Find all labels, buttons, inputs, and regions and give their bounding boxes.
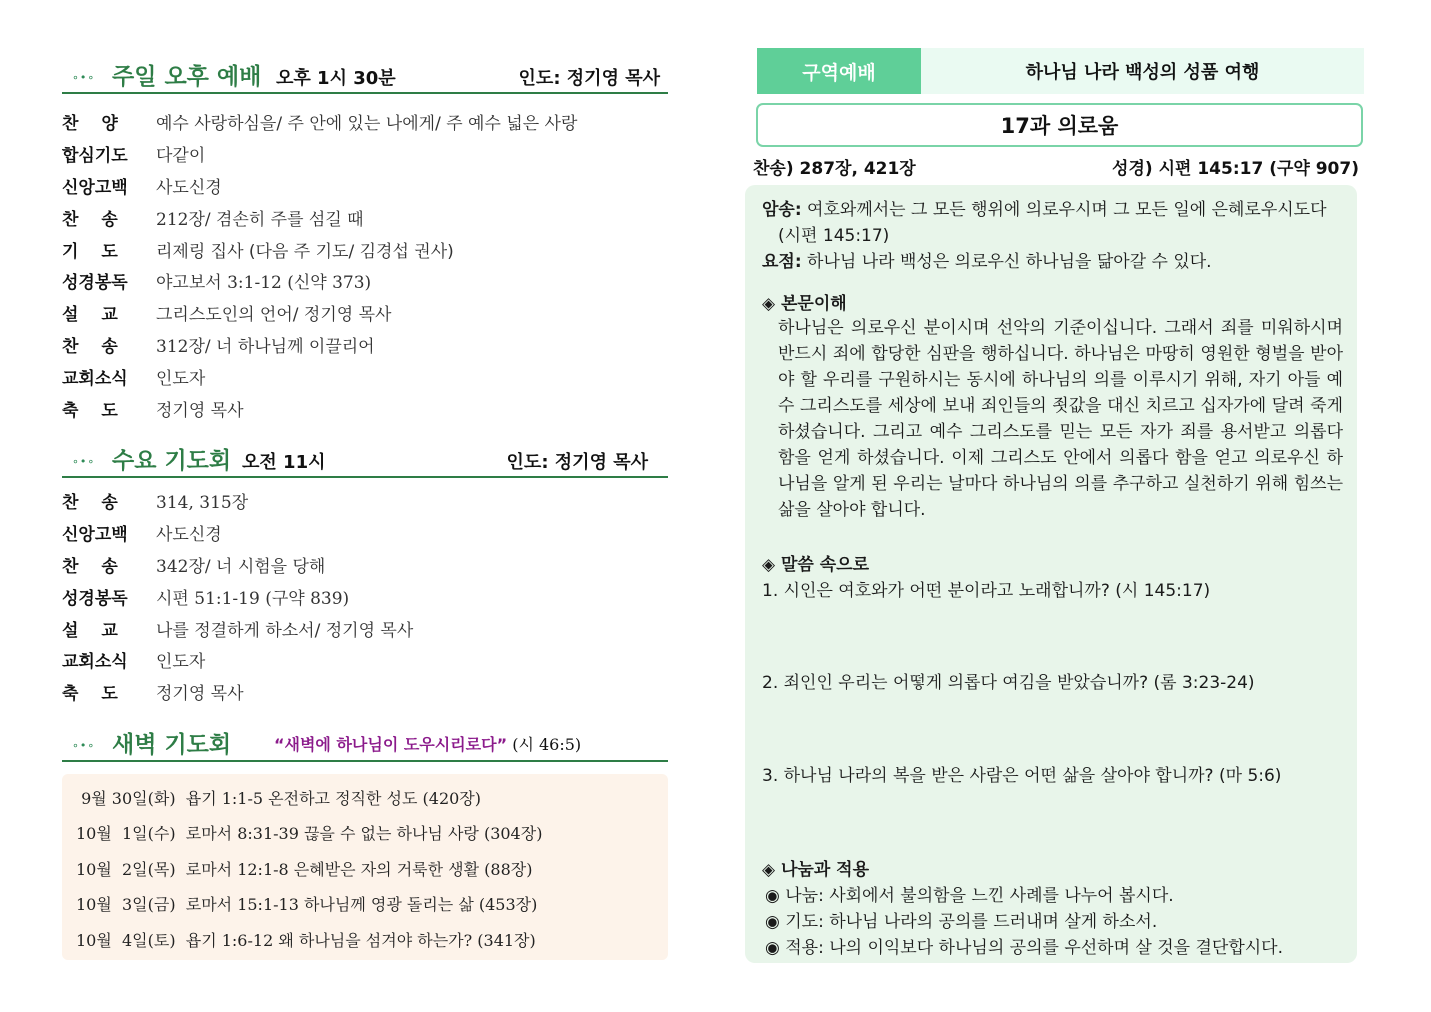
- dawn-schedule-item: 9월 30일(화) 욥기 1:1-5 온전하고 정직한 성도 (420장): [76, 789, 481, 808]
- order-label: 찬 송: [62, 493, 118, 514]
- order-label: 신앙고백: [62, 525, 128, 546]
- share-item: ◉ 기도: 하나님 나라의 공의를 드러내며 살게 하소서.: [765, 912, 1158, 932]
- order-label: 축 도: [62, 684, 118, 705]
- wednesday-prayer-leader: 인도: 정기영 목사: [506, 452, 648, 473]
- order-row: [62, 329, 668, 361]
- order-row: [62, 170, 668, 202]
- order-value: 사도신경: [156, 525, 222, 546]
- order-value: 나를 정결하게 하소서/ 정기영 목사: [156, 620, 414, 641]
- order-value: 리제링 집사 (다음 주 기도/ 김경섭 권사): [156, 241, 454, 262]
- dawn-prayer-header: [62, 726, 668, 762]
- cell-worship-tab: 구역예배: [757, 48, 921, 94]
- cell-hymn: 찬송) 287장, 421장: [753, 159, 916, 179]
- order-value: 인도자: [156, 652, 206, 673]
- wednesday-prayer-title: 수요 기도회: [112, 448, 232, 474]
- question-item: 1. 시인은 여호와가 어떤 분이라고 노래합니까? (시 145:17): [762, 581, 1211, 601]
- question-item: 3. 하나님 나라의 복을 받은 사람은 어떤 삶을 살아야 합니까? (마 5:6): [762, 766, 1282, 786]
- point-text: 하나님 나라 백성은 의로우신 하나님을 닮아갈 수 있다.: [801, 252, 1212, 272]
- order-label: 찬 송: [62, 556, 118, 577]
- bullet-dots-icon: ∘•∘: [72, 739, 96, 752]
- memory-ref: (시편 145:17): [778, 226, 890, 246]
- key-point: [762, 247, 1212, 272]
- order-value: 212장/ 겸손히 주를 섬길 때: [156, 209, 364, 230]
- order-label: 신앙고백: [62, 177, 128, 198]
- order-label: 기 도: [62, 241, 118, 262]
- order-label: 교회소식: [62, 368, 128, 389]
- order-value: 예수 사랑하심을/ 주 안에 있는 나에게/ 주 예수 넓은 사랑: [156, 114, 578, 135]
- wednesday-order-list: [62, 485, 668, 708]
- dawn-schedule-item: 10월 3일(금) 로마서 15:1-13 하나님께 영광 돌리는 삶 (453장): [76, 895, 538, 914]
- dawn-verse-quote: “새벽에 하나님이 도우시리로다”: [274, 735, 508, 754]
- order-row: [62, 644, 668, 676]
- point-label: 요점:: [762, 252, 802, 272]
- order-row: [62, 580, 668, 612]
- memory-verse: [762, 195, 1327, 220]
- dawn-schedule-item: 10월 4일(토) 욥기 1:6-12 왜 하나님을 섬겨야 하는가? (341장): [76, 931, 536, 950]
- wednesday-prayer-time: 오전 11시: [242, 452, 326, 473]
- order-row: [62, 549, 668, 581]
- order-value: 다같이: [156, 146, 206, 167]
- order-row: [62, 676, 668, 708]
- section-share-apply: ◈ 나눔과 적용: [762, 860, 870, 880]
- body-understanding-text: 하나님은 의로우신 분이시며 선악의 기준이십니다. 그래서 죄를 미워하시며 반드시 죄에 합당한 심판을 행하십니다. 하나님은 마땅히 영원한 형벌을 받아야 할 우리를 구원하시는 동시에 하나님의 의를 이루시기 위해, 자기 아들 예수 그리스도를 세상에 보내 죄인들의 죗값을 대신 치르고 십자가에 달려 죽게 하셨습니다. 그리고 예수 그리스도를 믿는 모든 자가 죄를 용서받고 의롭다 함을 얻게 하셨습니다. 이제 그리스도 안에서 의롭다 함을 얻고 의로우신 하나님을 알게 된 우리는 날마다 하나님의 의를 추구하고 실천하기 위해 힘쓰는 삶을 살아야 합니다.: [778, 318, 1343, 520]
- cell-scripture: 성경) 시편 145:17 (구약 907): [1112, 159, 1359, 179]
- order-row: [62, 201, 668, 233]
- memory-text: 여호와께서는 그 모든 행위에 의로우시며 그 모든 일에 은혜로우시도다: [801, 200, 1327, 220]
- sunday-service-header: [62, 58, 668, 94]
- order-value: 야고보서 3:1-12 (신약 373): [156, 273, 372, 294]
- order-row: [62, 233, 668, 265]
- sunday-service-time: 오후 1시 30분: [276, 68, 396, 89]
- order-label: 찬 송: [62, 209, 118, 230]
- order-value: 342장/ 너 시험을 당해: [156, 556, 326, 577]
- order-label: 찬 양: [62, 114, 118, 135]
- cell-worship-header: [757, 48, 1364, 94]
- section-body-understanding: ◈ 본문이해: [762, 294, 847, 314]
- order-row: [62, 612, 668, 644]
- order-label: 설 교: [62, 305, 118, 326]
- dawn-schedule-box: [62, 774, 668, 960]
- section-into-word: ◈ 말씀 속으로: [762, 555, 870, 575]
- order-label: 합심기도: [62, 146, 128, 167]
- order-label: 교회소식: [62, 652, 128, 673]
- dawn-prayer-verse: [274, 732, 581, 755]
- order-row: [62, 517, 668, 549]
- sunday-order-list: [62, 106, 668, 424]
- dawn-schedule-item: 10월 1일(수) 로마서 8:31-39 끊을 수 없는 하나님 사랑 (304장): [76, 824, 543, 843]
- order-value: 정기영 목사: [156, 400, 244, 421]
- order-value: 인도자: [156, 368, 206, 389]
- lesson-panel: [745, 185, 1357, 963]
- order-label: 축 도: [62, 400, 118, 421]
- order-label: 찬 송: [62, 336, 118, 357]
- order-value: 사도신경: [156, 177, 222, 198]
- share-item: ◉ 적용: 나의 이익보다 하나님의 공의를 우선하며 살 것을 결단합시다.: [765, 938, 1283, 958]
- order-label: 설 교: [62, 620, 118, 641]
- order-row: [62, 265, 668, 297]
- bullet-dots-icon: ∘•∘: [72, 455, 96, 468]
- order-value: 314, 315장: [156, 493, 249, 514]
- question-item: 2. 죄인인 우리는 어떻게 의롭다 여김을 받았습니까? (롬 3:23-24): [762, 673, 1255, 693]
- order-row: [62, 106, 668, 138]
- order-value: 시편 51:1-19 (구약 839): [156, 588, 350, 609]
- order-row: [62, 392, 668, 424]
- order-label: 성경봉독: [62, 273, 128, 294]
- share-item: ◉ 나눔: 사회에서 불의함을 느낀 사례를 나누어 봅시다.: [765, 886, 1174, 906]
- order-row: [62, 297, 668, 329]
- dawn-schedule-item: 10월 2일(목) 로마서 12:1-8 은혜받은 자의 거룩한 생활 (88장): [76, 860, 533, 879]
- dawn-prayer-title: 새벽 기도회: [112, 732, 232, 758]
- lesson-title: 17과 의로움: [756, 103, 1363, 147]
- memory-label: 암송:: [762, 200, 802, 220]
- order-label: 성경봉독: [62, 588, 128, 609]
- order-row: [62, 485, 668, 517]
- order-row: [62, 138, 668, 170]
- order-row: [62, 360, 668, 392]
- sunday-service-title: 주일 오후 예배: [112, 64, 262, 90]
- order-value: 312장/ 너 하나님께 이끌리어: [156, 336, 375, 357]
- order-value: 정기영 목사: [156, 684, 244, 705]
- dawn-verse-ref: (시 46:5): [512, 735, 582, 754]
- sunday-service-leader: 인도: 정기영 목사: [518, 68, 660, 89]
- bullet-dots-icon: ∘•∘: [72, 71, 96, 84]
- order-value: 그리스도인의 언어/ 정기영 목사: [156, 305, 392, 326]
- wednesday-prayer-header: [62, 442, 668, 478]
- cell-worship-topic: 하나님 나라 백성의 성품 여행: [1025, 62, 1260, 83]
